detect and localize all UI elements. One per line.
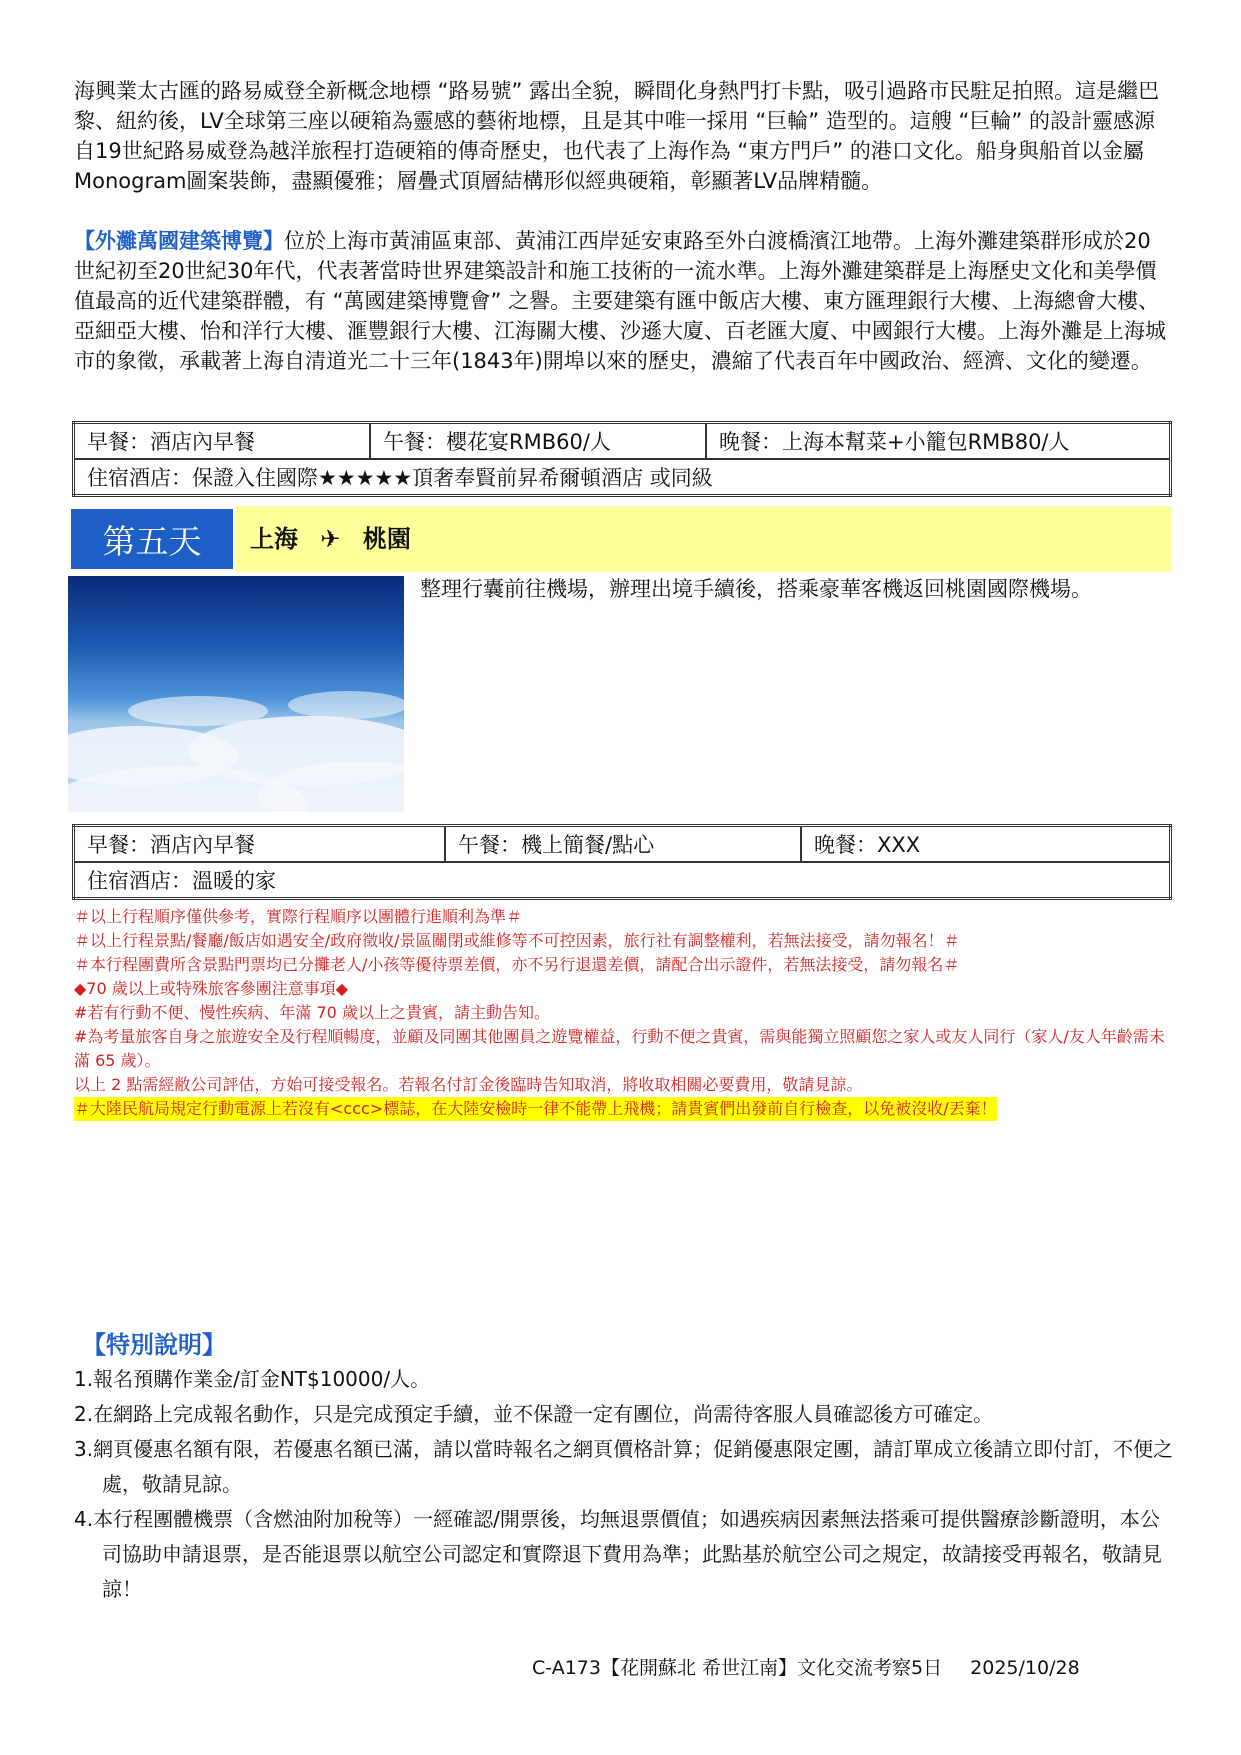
- notes-section: [74, 905, 1174, 1121]
- lunch-cell: 午餐：櫻花宴RMB60/人: [370, 423, 706, 460]
- note-line: 以上 2 點需經敝公司評估，方始可接受報名。若報名付訂金後臨時告知取消，將收取相關必要費用，敬請見諒。: [74, 1075, 863, 1094]
- day5-header: [68, 506, 1172, 572]
- bund-paragraph: [74, 226, 1170, 376]
- day5-meals-table: [72, 824, 1172, 900]
- special-note-item: 3.網頁優惠名額有限，若優惠名額已滿，請以當時報名之網頁價格計算；促銷優惠限定團，請訂單成立後請立即付訂，不便之處，敬請見諒。: [74, 1437, 1174, 1496]
- dinner-cell: 晚餐：XXX: [801, 826, 1171, 863]
- note-line: ＃以上行程景點/餐廳/飯店如遇安全/政府徵收/景區關閉或維修等不可控因素，旅行社有調整權利，若無法接受，請勿報名！＃: [74, 931, 960, 950]
- route-destination: 桃園: [362, 525, 411, 553]
- note-line: ＃本行程團費所含景點門票均已分攤老人/小孩等優待票差價，亦不另行退還差價，請配合出示證件，若無法接受，請勿報名＃: [74, 955, 960, 974]
- hotel-cell: 住宿酒店：保證入住國際★★★★★頂奢奉賢前昇希爾頓酒店 或同級: [74, 459, 1171, 496]
- bund-description: 位於上海市黃浦區東部、黃浦江西岸延安東路至外白渡橋濱江地帶。上海外灘建築群形成於20世紀初至20世紀30年代，代表著當時世界建築設計和施工技術的一流水準。上海外灘建築群是上海歷史文化和美學價值最高的近代建築群體，有 “萬國建築博覽會” 之譽。主要建築有匯中飯店大樓、東方匯理銀行大樓、上海總會大樓、亞細亞大樓、怡和洋行大樓、滙豐銀行大樓、江海關大樓、沙遜大廈、百老匯大廈、中國銀行大樓。上海外灘是上海城市的象徵，承載著上海自清道光二十三年(1843年)開埠以來的歷史，濃縮了代表百年中國政治、經濟、文化的變遷。: [74, 229, 1166, 373]
- special-notes-title: 【特別說明】: [82, 1331, 226, 1359]
- airplane-icon: ✈: [320, 525, 341, 553]
- hotel-cell: 住宿酒店：溫暖的家: [74, 862, 1171, 899]
- tour-code: C-A173【花開蘇北 希世江南】文化交流考察5日: [532, 1657, 943, 1679]
- note-line: ◆70 歲以上或特殊旅客參團注意事項◆: [74, 979, 349, 998]
- day4-meals-table: [72, 421, 1172, 497]
- power-bank-warning: ＃大陸民航局規定行動電源上若沒有<ccc>標誌，在大陸安檢時一律不能帶上飛機；請貴賓們出發前自行檢查，以免被沒收/丟棄！: [74, 1097, 997, 1121]
- route-origin: 上海: [250, 525, 298, 553]
- bund-heading: 【外灘萬國建築博覽】: [74, 229, 284, 253]
- day5-description: 整理行囊前往機場，辦理出境手續後，搭乘豪華客機返回桃園國際機場。: [420, 577, 1092, 601]
- day-route: [250, 506, 411, 572]
- breakfast-cell: 早餐：酒店內早餐: [74, 826, 446, 863]
- special-note-item: 2.在網路上完成報名動作，只是完成預定手續，並不保證一定有團位，尚需待客服人員確認後方可確定。: [74, 1402, 994, 1426]
- note-line: #為考量旅客自身之旅遊安全及行程順暢度，並顧及同團其他團員之遊覽權益，行動不便之貴賓，需與能獨立照顧您之家人或友人同行（家人/友人年齡需未滿 65 歲）。: [74, 1027, 1165, 1070]
- footer-date: 2025/10/28: [970, 1657, 1080, 1679]
- special-notes-list: [74, 1362, 1174, 1607]
- special-note-item: 4.本行程團體機票（含燃油附加稅等）一經確認/開票後，均無退票價值；如遇疾病因素無法搭乘可提供醫療診斷證明，本公司協助申請退票，是否能退票以航空公司認定和實際退下費用為準；此點基於航空公司之規定，故請接受再報名，敬請見諒！: [74, 1507, 1162, 1601]
- dinner-cell: 晚餐：上海本幫菜+小籠包RMB80/人: [706, 423, 1171, 460]
- note-line: ＃以上行程順序僅供參考，實際行程順序以團體行進順利為準＃: [74, 907, 523, 926]
- day-label: 第五天: [68, 506, 236, 572]
- breakfast-cell: 早餐：酒店內早餐: [74, 423, 371, 460]
- lunch-cell: 午餐：機上簡餐/點心: [445, 826, 801, 863]
- note-line: #若有行動不便、慢性疾病、年滿 70 歲以上之貴賓，請主動告知。: [74, 1003, 550, 1022]
- special-note-item: 1.報名預購作業金/訂金NT$10000/人。: [74, 1367, 431, 1391]
- page-footer: [532, 1653, 1102, 1680]
- lv-landmark-paragraph: 海興業太古匯的路易威登全新概念地標 “路易號” 露出全貌，瞬間化身熱門打卡點，吸引過路市民駐足拍照。這是繼巴黎、紐約後，LV全球第三座以硬箱為靈感的藝術地標，且是其中唯一採用 “巨輪” 造型的。這艘 “巨輪” 的設計靈感源自19世紀路易威登為越洋旅程打造硬箱的傳奇歷史，也代表了上海作為 “東方門戶” 的港口文化。船身與船首以金屬Monogram圖案裝飾，盡顯優雅；層疊式頂層結構形似經典硬箱，彰顯著LV品牌精髓。: [74, 79, 1160, 193]
- sky-clouds-photo: [68, 576, 404, 812]
